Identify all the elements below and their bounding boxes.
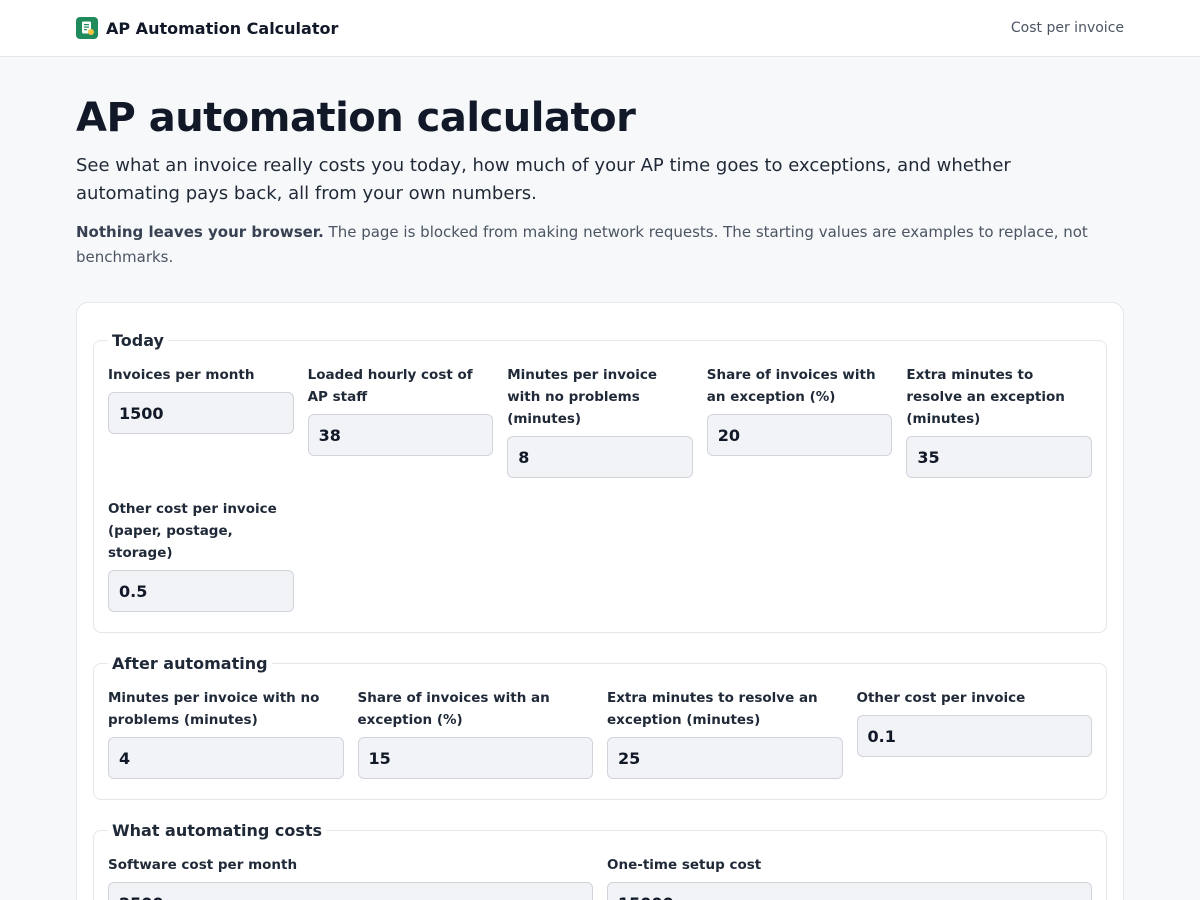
after-field-other-cost [857, 687, 1093, 779]
exception-minutes-input[interactable] [906, 436, 1092, 478]
field-label: Software cost per month [108, 857, 298, 873]
field-label: Share of invoices with an exception (%) [706, 367, 876, 405]
minutes-per-invoice-input[interactable] [507, 436, 693, 478]
field-label: Other cost per invoice (paper, postage, storage) [108, 501, 277, 561]
app-title: AP Automation Calculator [106, 18, 339, 38]
after-field-minutes [108, 687, 344, 779]
setup-cost-input[interactable] [607, 882, 1092, 900]
field-label: Invoices per month [108, 367, 255, 383]
field-label: Extra minutes to resolve an exception (minutes) [607, 690, 818, 728]
today-field-invoices [108, 364, 294, 478]
invoices-per-month-input[interactable] [108, 392, 294, 434]
field-label: One-time setup cost [607, 857, 762, 873]
calculator-card [76, 302, 1124, 900]
field-label: Share of invoices with an exception (%) [357, 690, 550, 728]
privacy-note-text: The page is blocked from making network requests. The starting values are examples to replace, not benchmarks. [76, 223, 1088, 266]
hourly-cost-input[interactable] [308, 414, 494, 456]
field-label: Minutes per invoice with no problems (minutes) [507, 367, 658, 427]
other-cost-input[interactable] [108, 570, 294, 612]
today-legend: Today [112, 331, 164, 350]
costs-legend: What automating costs [112, 821, 323, 840]
invoice-icon [76, 17, 98, 39]
after-exception-minutes-input[interactable] [607, 737, 843, 779]
after-minutes-input[interactable] [108, 737, 344, 779]
field-label: Minutes per invoice with no problems (minutes) [108, 690, 320, 728]
after-field-exception-share [358, 687, 594, 779]
after-automating-section [93, 654, 1107, 800]
field-label: Other cost per invoice [856, 690, 1026, 706]
costs-field-software [108, 854, 593, 900]
nav-link-cost-per-invoice[interactable]: Cost per invoice [1010, 20, 1124, 36]
automation-costs-section [93, 821, 1107, 900]
privacy-note-strong: Nothing leaves your browser. [76, 223, 324, 241]
exception-share-input[interactable] [707, 414, 893, 456]
after-other-cost-input[interactable] [857, 715, 1093, 757]
top-bar [0, 0, 1200, 57]
costs-field-setup [607, 854, 1092, 900]
field-label: Extra minutes to resolve an exception (minutes) [906, 367, 1065, 427]
lead-paragraph: See what an invoice really costs you today, how much of your AP time goes to exceptions, and whether automating pays back, all from your own numbers. [76, 155, 1011, 204]
main-content [0, 94, 1200, 900]
today-field-exception-share [707, 364, 893, 478]
today-field-exception-minutes [906, 364, 1092, 478]
brand[interactable] [76, 17, 338, 39]
after-field-exception-minutes [607, 687, 843, 779]
page-title: AP automation calculator [76, 95, 636, 141]
after-exception-share-input[interactable] [358, 737, 594, 779]
today-field-other-cost [108, 498, 294, 612]
software-cost-input[interactable] [108, 882, 593, 900]
privacy-note [76, 220, 1116, 270]
today-field-minutes [507, 364, 693, 478]
field-label: Loaded hourly cost of AP staff [307, 367, 473, 405]
today-section [93, 331, 1107, 633]
after-legend: After automating [112, 654, 268, 673]
today-field-hourly-cost [308, 364, 494, 478]
